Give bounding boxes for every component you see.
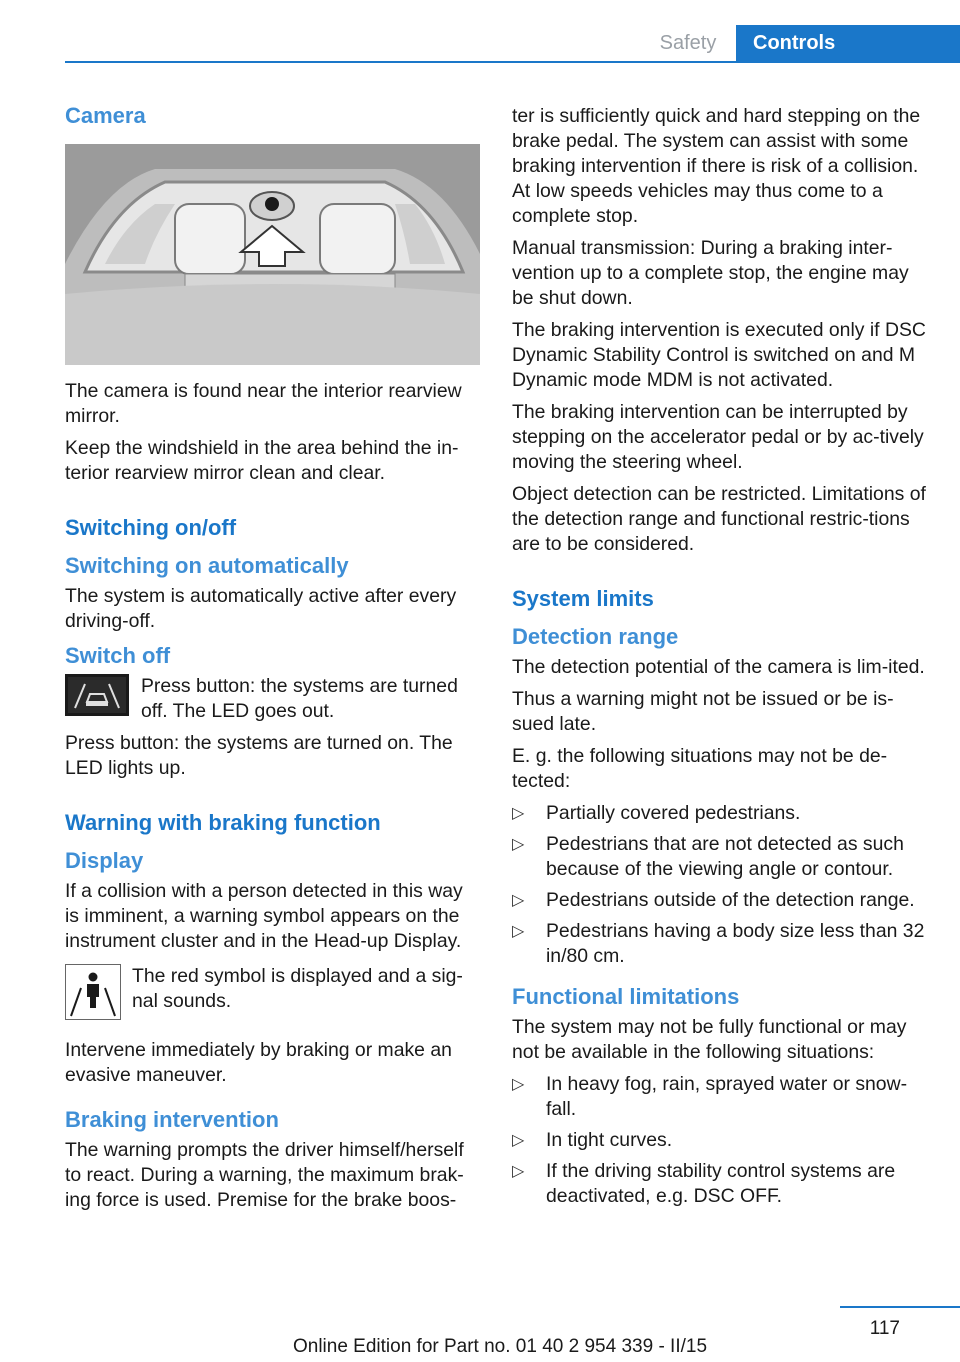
switching-heading: Switching on/off: [65, 515, 237, 540]
left-column: [65, 102, 480, 1220]
braking-paragraph-1: The warning prompts the driver himself/herself to react. During a warning, the maximum brak-ing force is used. Premise for the brake boos-: [65, 1139, 464, 1211]
range-paragraph-1: The detection potential of the camera is lim-ited.: [512, 656, 925, 678]
warning-heading: Warning with braking function: [65, 810, 381, 835]
continued-paragraph-2: Manual transmission: During a braking inter-vention up to a complete stop, the engine may be shut down.: [512, 237, 909, 309]
list-item: ▷ Pedestrians that are not detected as such because of the viewing angle or contour.: [512, 832, 930, 882]
functional-paragraph: The system may not be fully functional or may not be available in the following situations:: [512, 1016, 907, 1063]
list-item: ▷ In heavy fog, rain, sprayed water or snow-fall.: [512, 1072, 930, 1122]
camera-location-illustration: [65, 144, 480, 365]
auto-paragraph: The system is automatically active after every driving-off.: [65, 585, 457, 632]
camera-paragraph-1: The camera is found near the interior rearview mirror.: [65, 380, 462, 427]
list-item: ▷ If the driving stability control systems are deactivated, e.g. DSC OFF.: [512, 1159, 930, 1209]
system-limits-heading: System limits: [512, 586, 654, 611]
functional-limitations-heading: Functional limitations: [512, 984, 740, 1009]
display-paragraph-2: The red symbol is displayed and a sig-nal sounds.: [132, 965, 463, 1012]
continued-paragraph-1: ter is sufficiently quick and hard stepping on the brake pedal. The system can assist with some braking intervention if there is risk of a collision. At low speeds vehicles may thus come to a complete stop.: [512, 105, 921, 227]
list-item: ▷ Pedestrians having a body size less than 32 in/80 cm.: [512, 919, 930, 969]
switch-off-row: [65, 674, 480, 724]
switch-off-paragraph-2: Press button: the systems are turned on. The LED lights up.: [65, 732, 453, 779]
continued-paragraph-5: Object detection can be restricted. Limitations of the detection range and functional restric-tions are to be considered.: [512, 483, 926, 555]
detection-range-heading: Detection range: [512, 624, 679, 649]
page-number: 117: [869, 1318, 900, 1339]
range-paragraph-2: Thus a warning might not be issued or be is-sued late.: [512, 688, 894, 735]
pedestrian-warning-button-icon: [65, 674, 129, 716]
camera-paragraph-2: Keep the windshield in the area behind the in-terior rearview mirror clean and clear.: [65, 437, 459, 484]
detection-range-list: [512, 801, 930, 969]
header-rule: [65, 61, 960, 63]
red-symbol-row: [65, 964, 480, 1022]
functional-limitations-list: [512, 1072, 930, 1209]
continued-paragraph-4: The braking intervention can be interrupted by stepping on the accelerator pedal or by ac-tively moving the steering wheel.: [512, 401, 924, 473]
auto-heading: Switching on automatically: [65, 553, 349, 578]
edition-footer: Online Edition for Part no. 01 40 2 954 339 - II/15: [292, 1336, 708, 1357]
list-item: ▷ Pedestrians outside of the detection range.: [512, 888, 930, 913]
tab-controls[interactable]: Controls: [736, 25, 960, 61]
braking-heading: Braking intervention: [65, 1107, 279, 1132]
switch-off-heading: Switch off: [65, 643, 171, 668]
pedestrian-symbol-icon: [65, 964, 121, 1020]
range-paragraph-3: E. g. the following situations may not be de-tected:: [512, 745, 888, 792]
list-item: ▷ In tight curves.: [512, 1128, 930, 1153]
display-paragraph-3: Intervene immediately by braking or make an evasive maneuver.: [65, 1039, 452, 1086]
display-paragraph-1: If a collision with a person detected in this way is imminent, a warning symbol appears on the instrument cluster and in the Head-up Display.: [65, 880, 463, 952]
list-item: ▷ Partially covered pedestrians.: [512, 801, 930, 826]
right-column: [512, 104, 930, 1215]
display-heading: Display: [65, 848, 144, 873]
tab-safety[interactable]: Safety: [659, 32, 717, 54]
continued-paragraph-3: The braking intervention is executed only if DSC Dynamic Stability Control is switched on and M Dynamic mode MDM is not activated.: [512, 319, 926, 391]
footer-rule: [840, 1306, 960, 1308]
camera-heading: Camera: [65, 103, 146, 128]
switch-off-paragraph-1: Press button: the systems are turned off. The LED goes out.: [141, 675, 458, 722]
